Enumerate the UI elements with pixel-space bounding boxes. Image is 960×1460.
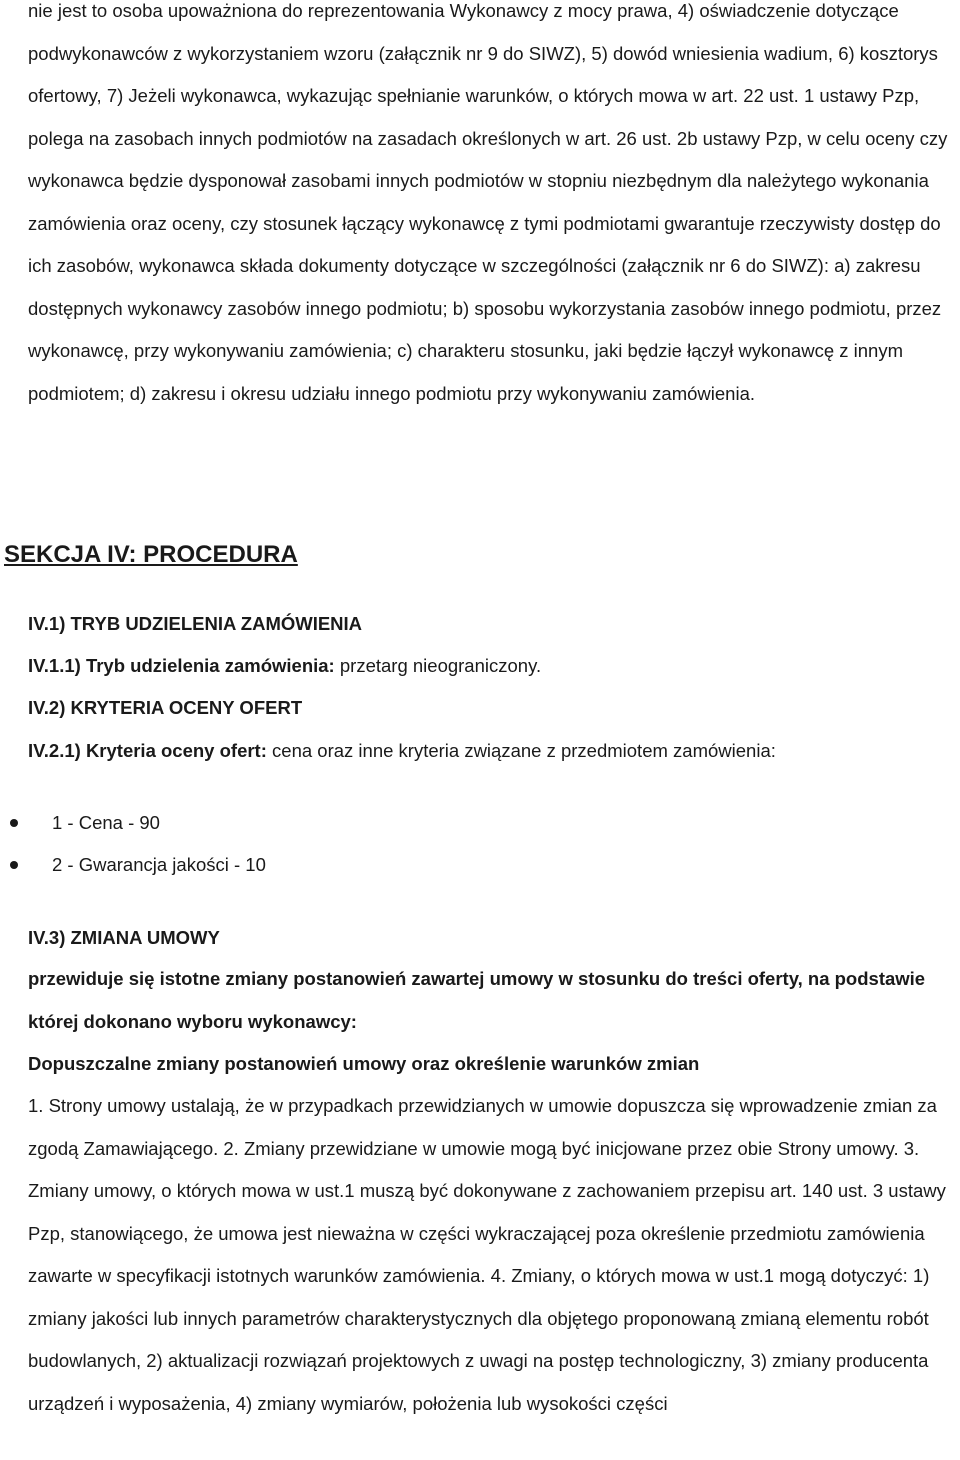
iv11-label: IV.1.1) Tryb udzielenia zamówienia: bbox=[28, 655, 335, 676]
iv1-heading: IV.1) TRYB UDZIELENIA ZAMÓWIENIA bbox=[28, 613, 363, 634]
iv11-value: przetarg nieograniczony. bbox=[334, 655, 542, 676]
criteria-item bbox=[0, 848, 960, 890]
iv21-label: IV.2.1) Kryteria oceny ofert: bbox=[28, 740, 267, 761]
criteria-item-text: 2 - Gwarancja jakości - 10 bbox=[52, 854, 266, 875]
iv3-paragraph: 1. Strony umowy ustalają, że w przypadkach przewidzianych w umowie dopuszcza się wprowadzenie zmian za zgodą Zamawiającego. 2. Zmiany przewidziane w umowie mogą być inicjowane przez obie Strony umowy. 3. Zmiany umowy, o których mowa w ust.1 muszą być dokonywane z zachowaniem przepisu art. 140 ust. 3 ustawy Pzp, stanowiącego, że umowa jest nieważna w części wykraczającej poza określenie przedmiotu zamówienia zawarte w specyfikacji istotnych warunków zamówienia. 4. Zmiany, o których mowa w ust.1 mogą dotyczyć: 1) zmiany jakości lub innych parametrów charakterystycznych dla objętego proponowaną zmianą elementu robót budowlanych, 2) aktualizacji rozwiązań projektowych z uwagi na postęp technologiczny, 3) zmiany producenta urządzeń i wyposażenia, 4) zmiany wymiarów, położenia lub wysokości części bbox=[28, 1095, 946, 1414]
criteria-item-text: 1 - Cena - 90 bbox=[52, 812, 160, 833]
iv3-bold-paragraph: przewiduje się istotne zmiany postanowień zawartej umowy w stosunku do treści oferty, na podstawie której dokonano wyboru wykonawcy: bbox=[28, 968, 926, 1032]
section-title: SEKCJA IV: PROCEDURA bbox=[4, 541, 298, 568]
iv3-heading: IV.3) ZMIANA UMOWY bbox=[28, 927, 220, 948]
criteria-item bbox=[0, 806, 960, 848]
bullet-icon bbox=[10, 861, 18, 869]
bullet-icon bbox=[10, 819, 18, 827]
criteria-list bbox=[0, 806, 960, 890]
iv21-value: cena oraz inne kryteria związane z przedmiotem zamówienia: bbox=[266, 740, 776, 761]
iv2-heading: IV.2) KRYTERIA OCENY OFERT bbox=[28, 697, 303, 718]
iv3-subheading: Dopuszczalne zmiany postanowień umowy oraz określenie warunków zmian bbox=[28, 1053, 700, 1074]
iv11-line bbox=[28, 653, 541, 679]
iv21-line bbox=[28, 738, 776, 764]
intro-paragraph: nie jest to osoba upoważniona do reprezentowania Wykonawcy z mocy prawa, 4) oświadczenie dotyczące podwykonawców z wykorzystaniem wzoru (załącznik nr 9 do SIWZ), 5) dowód wniesienia wadium, 6) kosztorys ofertowy, 7) Jeżeli wykonawca, wykazując spełnianie warunków, o których mowa w art. 22 ust. 1 ustawy Pzp, polega na zasobach innych podmiotów na zasadach określonych w art. 26 ust. 2b ustawy Pzp, w celu oceny czy wykonawca będzie dysponował zasobami innych podmiotów w stopniu niezbędnym dla należytego wykonania zamówienia oraz oceny, czy stosunek łączący wykonawcę z tymi podmiotami gwarantuje rzeczywisty dostęp do ich zasobów, wykonawca składa dokumenty dotyczące w szczególności (załącznik nr 6 do SIWZ): a) zakresu dostępnych wykonawcy zasobów innego podmiotu; b) sposobu wykorzystania zasobów innego podmiotu, przez wykonawcę, przy wykonywaniu zamówienia; c) charakteru stosunku, jaki będzie łączył wykonawcę z innym podmiotem; d) zakresu i okresu udziału innego podmiotu przy wykonywaniu zamówienia. bbox=[28, 0, 948, 404]
